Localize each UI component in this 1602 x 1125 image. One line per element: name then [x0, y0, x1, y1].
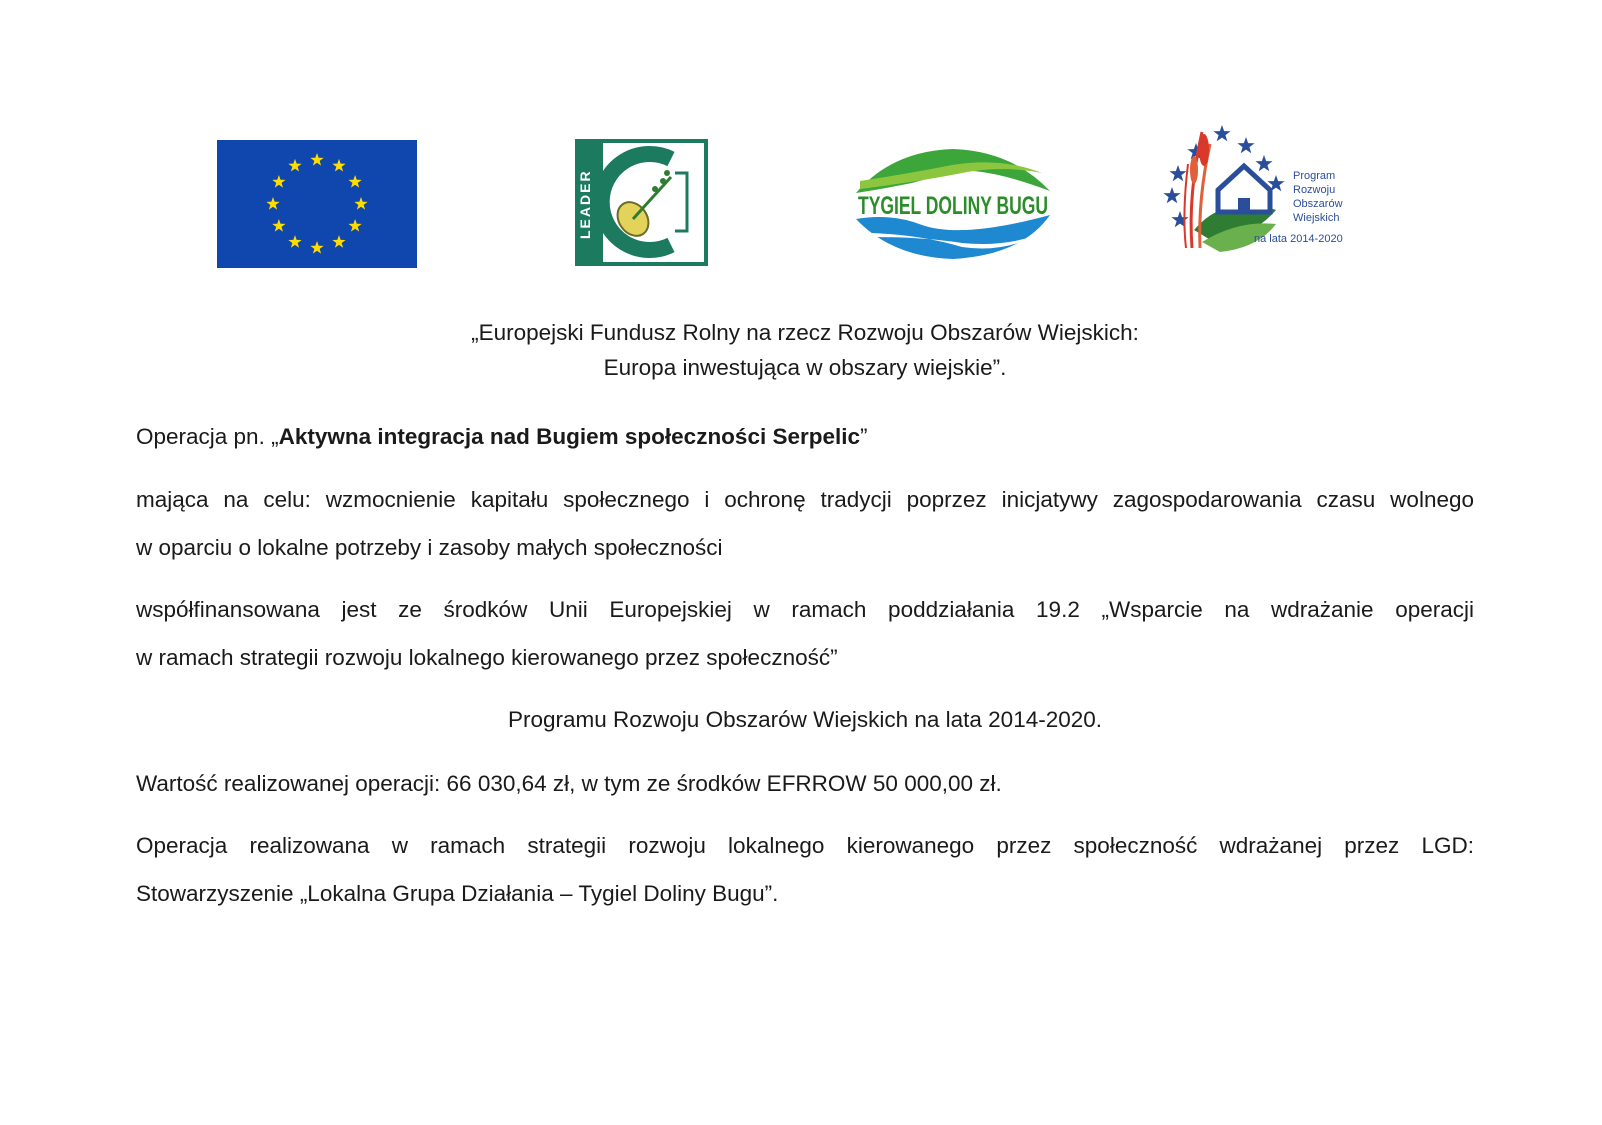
cofinance-paragraph [136, 586, 1474, 682]
prow-star-icon [1237, 137, 1254, 153]
goal-line-2: w oparciu o lokalne potrzeby i zasoby małych społeczności [136, 535, 723, 560]
realized-line-2: Stowarzyszenie „Lokalna Grupa Działania – Tygiel Doliny Bugu”. [136, 881, 779, 906]
operation-suffix: ” [860, 424, 868, 449]
prow-line-1: Program [1293, 170, 1336, 182]
prow-2014-2020-logo [1158, 124, 1380, 258]
motto-line-2: Europa inwestująca w obszary wiejskie”. [603, 355, 1007, 380]
leader-logo-text: LEADER [577, 169, 593, 239]
prow-years: na lata 2014-2020 [1254, 233, 1343, 245]
leader-icon [575, 139, 708, 266]
prow-line-3: Obszarów [1293, 198, 1343, 210]
tygiel-river-icon [852, 143, 1054, 265]
program-line: Programu Rozwoju Obszarów Wiejskich na lata 2014-2020. [507, 707, 1103, 732]
motto-line-1: „Europejski Fundusz Rolny na rzecz Rozwoju Obszarów Wiejskich: [471, 320, 1139, 345]
prow-star-icon [1171, 211, 1188, 227]
prow-stars-house-icon [1158, 124, 1380, 258]
realized-paragraph [136, 822, 1474, 918]
operation-prefix: Operacja pn. „ [136, 424, 279, 449]
eu-flag-logo [217, 140, 417, 268]
prow-star-icon [1163, 187, 1180, 203]
prow-line-4: Wiejskich [1293, 212, 1340, 224]
prow-star-icon [1213, 125, 1230, 141]
operation-value: Wartość realizowanej operacji: 66 030,64 zł, w tym ze środków EFRROW 50 000,00 zł. [136, 771, 1002, 796]
tygiel-logo-text: TYGIEL DOLINY BUGU [858, 192, 1048, 220]
fund-motto [136, 315, 1474, 385]
cofinance-line-2: w ramach strategii rozwoju lokalnego kierowanego przez społeczność” [136, 645, 838, 670]
realized-line-1: Operacja realizowana w ramach strategii rozwoju lokalnego kierowanego przez społeczność wdrażanej przez LGD: [136, 833, 1474, 858]
operation-title [136, 413, 1474, 461]
leader-logo [575, 139, 708, 266]
cofinance-line-1: współfinansowana jest ze środków Unii Europejskiej w ramach poddziałania 19.2 „Wsparcie na wdrażanie operacji [136, 597, 1474, 622]
operation-goal [136, 476, 1474, 572]
prow-line-2: Rozwoju [1293, 184, 1336, 196]
prow-star-icon [1255, 155, 1272, 171]
goal-line-1: mająca na celu: wzmocnienie kapitału społecznego i ochronę tradycji poprzez inicjatywy zagospodarowania czasu wolnego [136, 487, 1474, 512]
operation-name: Aktywna integracja nad Bugiem społeczności Serpelic [278, 424, 861, 449]
prow-star-icon [1169, 165, 1186, 181]
eu-flag-icon [217, 140, 417, 268]
tygiel-doliny-bugu-logo [852, 143, 1054, 265]
